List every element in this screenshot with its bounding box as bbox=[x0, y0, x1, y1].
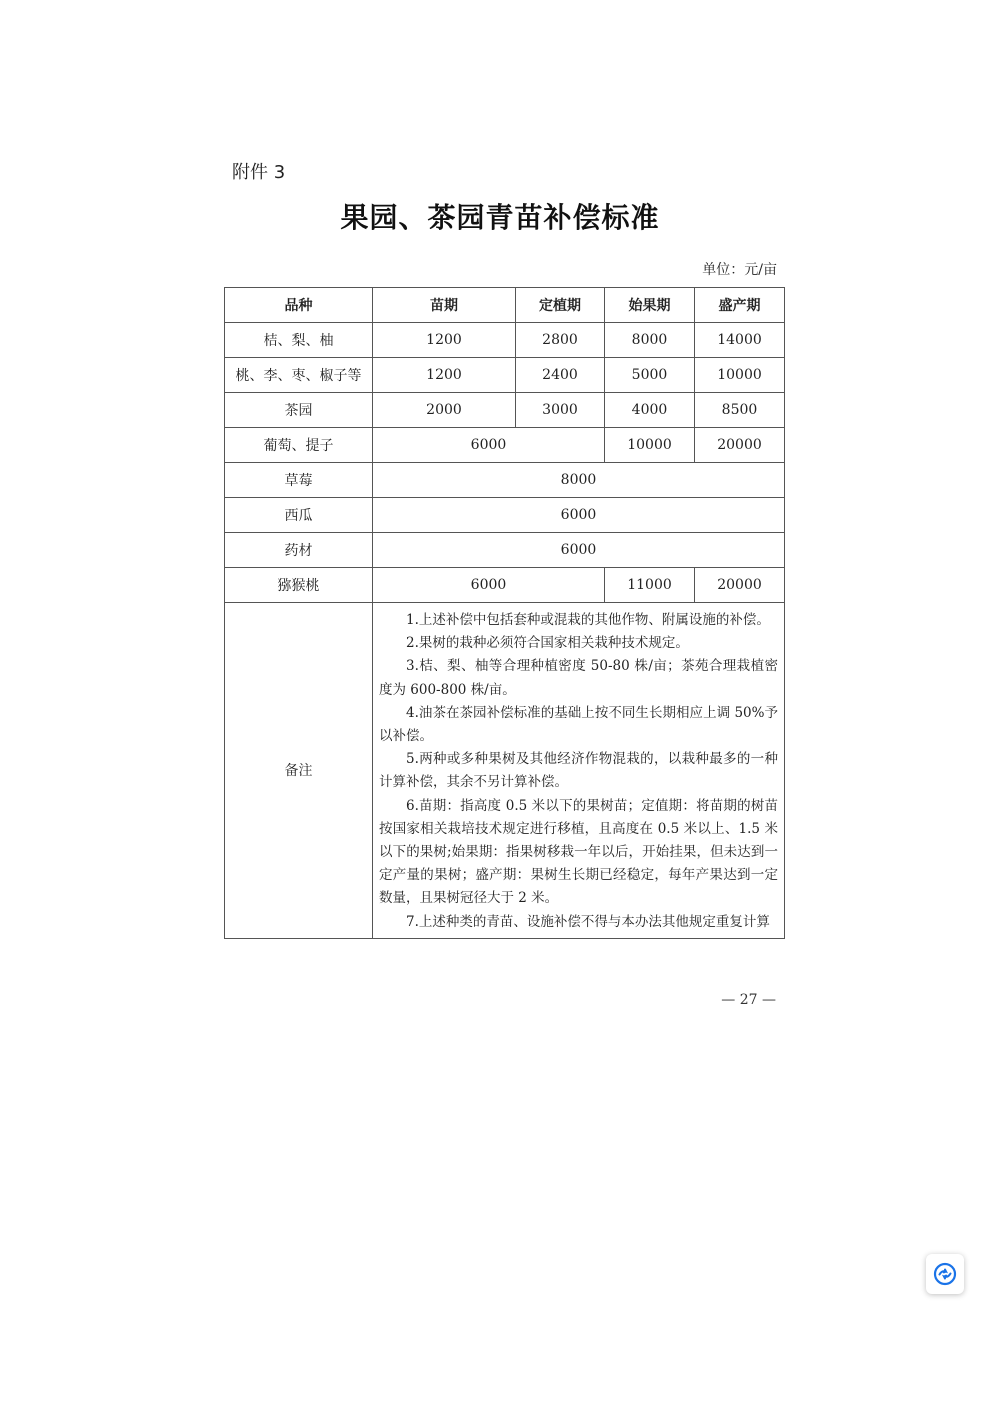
document-title: 果园、茶园青苗补偿标准 bbox=[340, 201, 660, 234]
cell-peak: 20000 bbox=[695, 428, 785, 463]
page-number: — 27 — bbox=[721, 992, 776, 1008]
cell-planting: 3000 bbox=[516, 393, 605, 428]
cell-seedling: 1200 bbox=[373, 358, 516, 393]
note-item: 6.苗期：指高度 0.5 米以下的果树苗；定值期：将苗期的树苗按国家相关栽培技术规定进行移植，且高度在 0.5 米以上、1.5 米以下的果树;始果期：指果树移栽一年以后，开始挂果，但未达到一定产量的果树；盛产期：果树生长期已经稳定，每年产果达到一定数量，且果树冠径大于 2 米。 bbox=[379, 797, 778, 907]
cell-seedling: 2000 bbox=[373, 393, 516, 428]
cell-early-fruit: 10000 bbox=[605, 428, 695, 463]
header-peak: 盛产期 bbox=[695, 288, 785, 323]
cell-variety: 猕猴桃 bbox=[225, 568, 373, 603]
notes-row bbox=[225, 603, 785, 939]
attachment-label: 附件 3 bbox=[232, 162, 286, 183]
note-item: 3.桔、梨、柚等合理种植密度 50-80 株/亩；茶苑合理栽植密度为 600-800 株/亩。 bbox=[379, 658, 778, 698]
cell-planting: 2800 bbox=[516, 323, 605, 358]
table-row bbox=[225, 533, 785, 568]
unit-label: 单位：元/亩 bbox=[702, 262, 777, 278]
header-seedling: 苗期 bbox=[373, 288, 516, 323]
cell-peak: 10000 bbox=[695, 358, 785, 393]
header-variety: 品种 bbox=[225, 288, 373, 323]
cell-variety: 草莓 bbox=[225, 463, 373, 498]
floating-assistant-button[interactable] bbox=[926, 1254, 964, 1294]
notes-label: 备注 bbox=[225, 603, 373, 939]
cell-variety: 药材 bbox=[225, 533, 373, 568]
cell-early-fruit: 8000 bbox=[605, 323, 695, 358]
notes-content bbox=[373, 603, 785, 939]
cell-peak: 20000 bbox=[695, 568, 785, 603]
table-row bbox=[225, 428, 785, 463]
cell-seedling-planting: 6000 bbox=[373, 428, 605, 463]
cell-all-periods: 6000 bbox=[373, 498, 785, 533]
note-item: 7.上述种类的青苗、设施补偿不得与本办法其他规定重复计算 bbox=[406, 913, 770, 930]
cell-variety: 桃、李、枣、椒子等 bbox=[225, 358, 373, 393]
cell-variety: 西瓜 bbox=[225, 498, 373, 533]
note-item: 4.油茶在茶园补偿标准的基础上按不同生长期相应上调 50%予以补偿。 bbox=[379, 704, 778, 745]
table-header-row bbox=[225, 288, 785, 323]
note-item: 2.果树的栽种必须符合国家相关栽种技术规定。 bbox=[406, 635, 689, 652]
header-planting: 定植期 bbox=[516, 288, 605, 323]
table-row bbox=[225, 393, 785, 428]
cell-all-periods: 6000 bbox=[373, 533, 785, 568]
table-row bbox=[225, 323, 785, 358]
compensation-table bbox=[224, 287, 785, 939]
note-item: 5.两种或多种果树及其他经济作物混栽的，以栽种最多的一种计算补偿，其余不另计算补偿。 bbox=[379, 751, 778, 791]
cell-peak: 8500 bbox=[695, 393, 785, 428]
cell-seedling-planting: 6000 bbox=[373, 568, 605, 603]
cell-variety: 茶园 bbox=[225, 393, 373, 428]
table-row bbox=[225, 568, 785, 603]
cell-all-periods: 8000 bbox=[373, 463, 785, 498]
table-row bbox=[225, 358, 785, 393]
cell-variety: 桔、梨、柚 bbox=[225, 323, 373, 358]
cell-variety: 葡萄、提子 bbox=[225, 428, 373, 463]
refresh-assistant-icon bbox=[933, 1262, 957, 1286]
cell-early-fruit: 11000 bbox=[605, 568, 695, 603]
cell-early-fruit: 4000 bbox=[605, 393, 695, 428]
header-early-fruit: 始果期 bbox=[605, 288, 695, 323]
cell-seedling: 1200 bbox=[373, 323, 516, 358]
cell-peak: 14000 bbox=[695, 323, 785, 358]
cell-early-fruit: 5000 bbox=[605, 358, 695, 393]
table-row bbox=[225, 498, 785, 533]
cell-planting: 2400 bbox=[516, 358, 605, 393]
note-item: 1.上述补偿中包括套种或混栽的其他作物、附属设施的补偿。 bbox=[406, 612, 770, 628]
table-row bbox=[225, 463, 785, 498]
